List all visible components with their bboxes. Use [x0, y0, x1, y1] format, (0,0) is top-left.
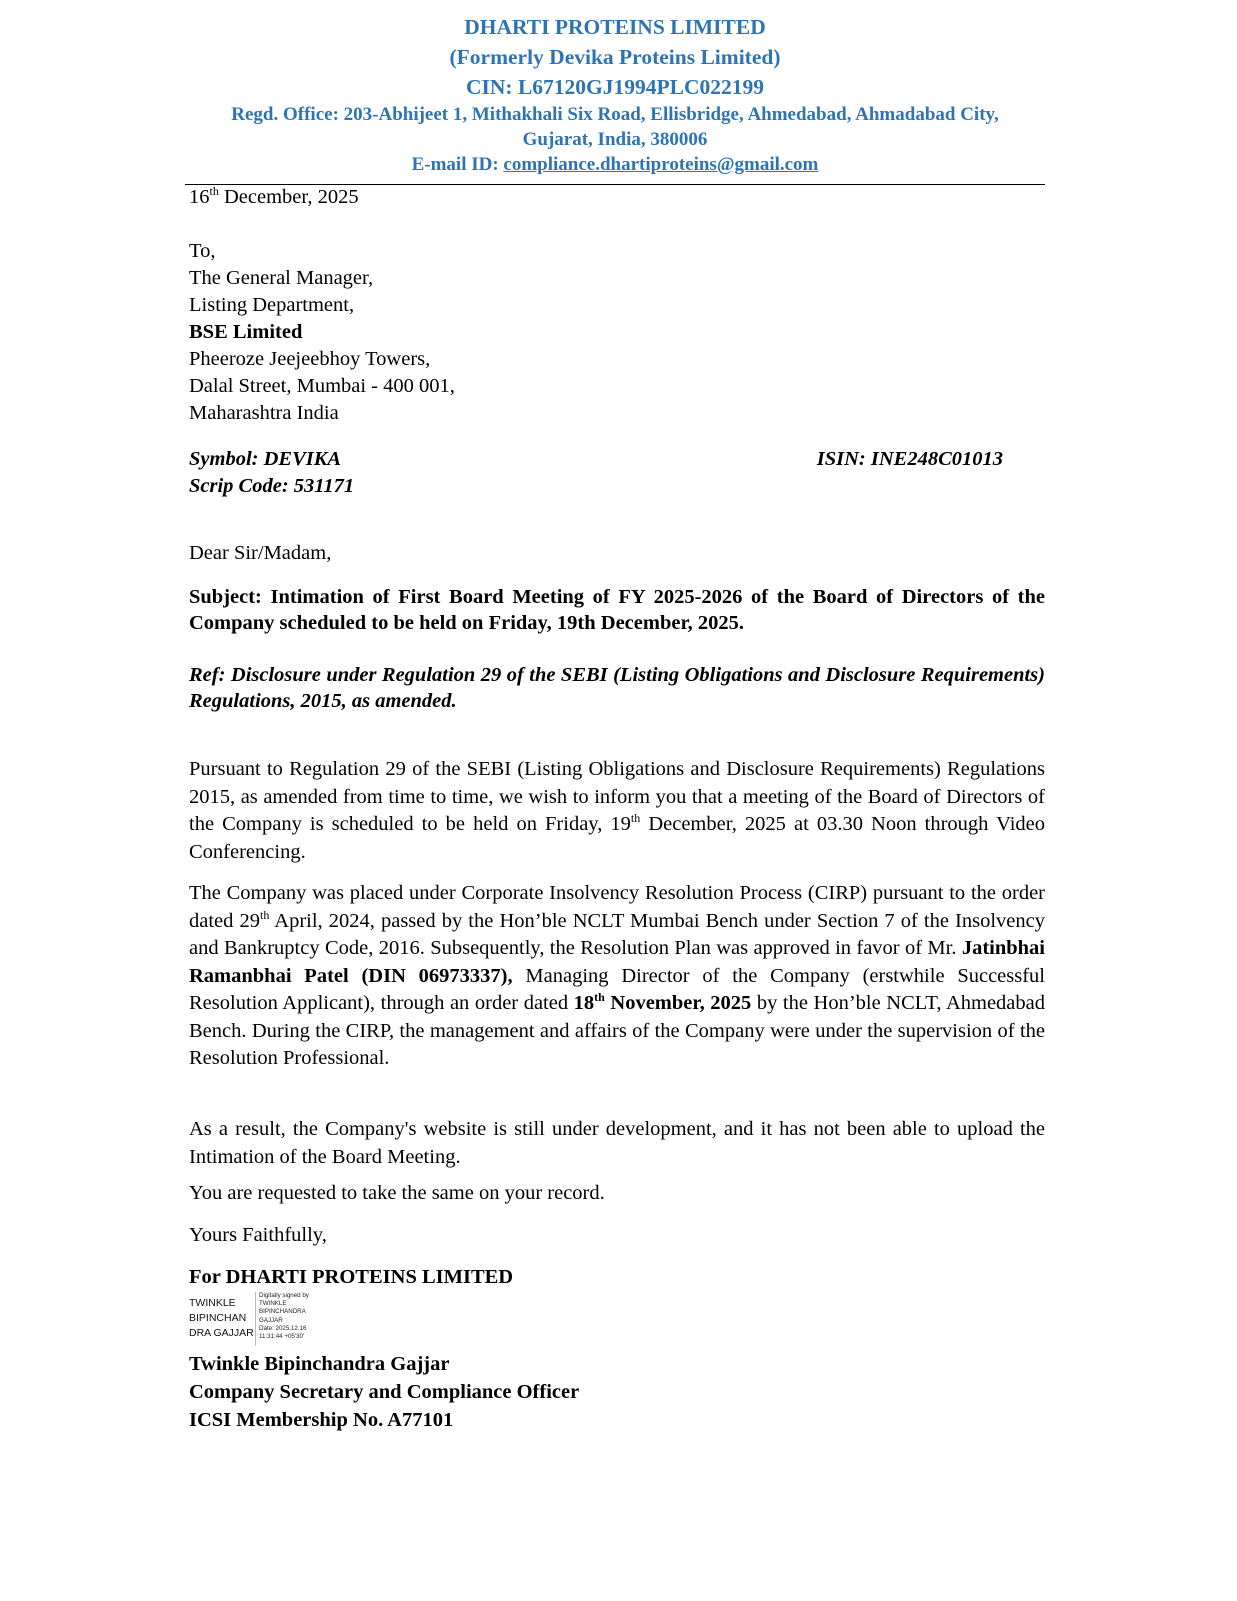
paragraph-4: You are requested to take the same on your record.: [189, 1182, 605, 1204]
reference-line: Ref: Disclosure under Regulation 29 of the SEBI (Listing Obligations and Disclosure Requirements) Regulations, 2015, as amended.: [189, 664, 1045, 712]
signatory-membership: ICSI Membership No. A77101: [189, 1409, 454, 1431]
for-company: For DHARTI PROTEINS LIMITED: [189, 1266, 514, 1288]
email-link[interactable]: compliance.dhartiproteins@gmail.com: [503, 154, 819, 175]
salutation: Dear Sir/Madam,: [189, 542, 332, 564]
company-name: DHARTI PROTEINS LIMITED: [464, 15, 766, 39]
signatory-title: Company Secretary and Compliance Officer: [189, 1381, 580, 1403]
isin: ISIN: INE248C01013: [816, 448, 1003, 470]
address-to: To,: [189, 240, 216, 262]
digital-signature[interactable]: [189, 1292, 319, 1346]
signatory-name: Twinkle Bipinchandra Gajjar: [189, 1353, 450, 1375]
office-address-line1: Regd. Office: 203-Abhijeet 1, Mithakhali Six Road, Ellisbridge, Ahmedabad, Ahmadabad City,: [231, 104, 999, 125]
paragraph-1: Pursuant to Regulation 29 of the SEBI (Listing Obligations and Disclosure Requirements) Regulations 2015, as amended from time to time, we wish to inform you that a meeting of the Board of Directors of the Company is scheduled to be held on Friday, 19th December, 2025 at 03.30 Noon through Video Conferencing.: [189, 758, 1046, 863]
address-line: BSE Limited: [189, 321, 303, 343]
address-line: The General Manager,: [189, 267, 374, 289]
email-label: E-mail ID:: [411, 154, 504, 175]
address-line: Maharashtra India: [189, 402, 339, 424]
letterhead: [185, 12, 1045, 177]
email-line: [185, 152, 1045, 177]
signatory-block: [189, 1350, 1045, 1434]
closing: Yours Faithfully,: [189, 1224, 327, 1246]
security-references: [189, 446, 1045, 500]
recipient-address: [189, 238, 1045, 427]
office-address-line2: Gujarat, India, 380006: [522, 129, 708, 150]
paragraph-2: The Company was placed under Corporate Insolvency Resolution Process (CIRP) pursuant to the order dated 29th April, 2024, passed by the Hon’ble NCLT Mumbai Bench under Section 7 of the Insolvency and Bankruptcy Code, 2016. Subsequently, the Resolution Plan was approved in favor of Mr. Jatinbhai Ramanbhai Patel (DIN 06973337), Managing Director of the Company (erstwhile Successful Resolution Applicant), through an order dated 18th November, 2025 by the Hon’ble NCLT, Ahmedabad Bench. During the CIRP, the management and affairs of the Company were under the supervision of the Resolution Professional.: [189, 882, 1046, 1069]
signature-details: Digitally signed by TWINKLE BIPINCHANDRA GAJJAR Date: 2025.12.16 11:31:44 +05'30': [255, 1292, 319, 1346]
symbol: Symbol: DEVIKA: [189, 448, 342, 470]
letter-date: 16th December, 2025: [189, 184, 359, 208]
address-line: Pheeroze Jeejeebhoy Towers,: [189, 348, 431, 370]
address-line: Dalal Street, Mumbai - 400 001,: [189, 375, 455, 397]
subject-line: Subject: Intimation of First Board Meeting of FY 2025-2026 of the Board of Directors of the Company scheduled to be held on Friday, 19th December, 2025.: [189, 586, 1045, 634]
signature-name: TWINKLE BIPINCHAN DRA GAJJAR: [189, 1297, 254, 1339]
former-name: (Formerly Devika Proteins Limited): [449, 45, 781, 69]
scrip-code: Scrip Code: 531171: [189, 475, 355, 497]
cin-number: CIN: L67120GJ1994PLC022199: [465, 75, 765, 99]
address-line: Listing Department,: [189, 294, 355, 316]
paragraph-3: As a result, the Company's website is still under development, and it has not been able to upload the Intimation of the Board Meeting.: [189, 1118, 1045, 1168]
